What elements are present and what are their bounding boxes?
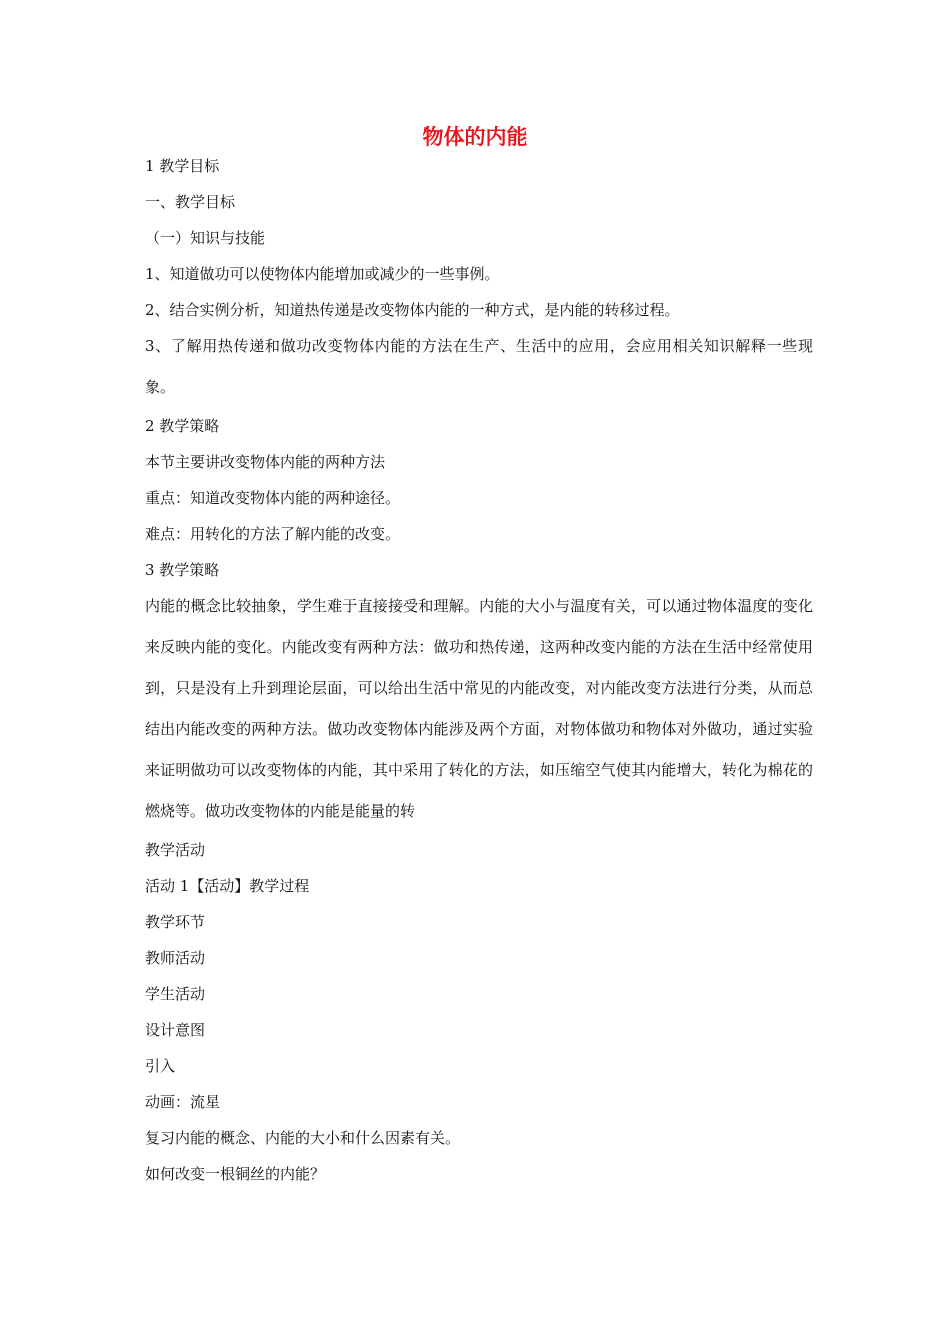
review-internal-energy: 复习内能的概念、内能的大小和什么因素有关。 bbox=[145, 1129, 461, 1147]
table-header-student-activity: 学生活动 bbox=[145, 985, 206, 1003]
question-copper-wire: 如何改变一根铜丝的内能？ bbox=[145, 1165, 326, 1183]
section-heading-teaching-goals: 1 教学目标 bbox=[145, 157, 220, 175]
table-header-teaching-stage: 教学环节 bbox=[145, 913, 206, 931]
heading-teaching-activities: 教学活动 bbox=[145, 841, 206, 859]
document-title: 物体的内能 bbox=[422, 125, 528, 149]
goal-item-2: 2、结合实例分析，知道热传递是改变物体内能的一种方式，是内能的转移过程。 bbox=[145, 301, 680, 319]
document-body bbox=[145, 148, 813, 1192]
section-heading-strategy-2: 2 教学策略 bbox=[145, 417, 220, 435]
stage-introduction: 引入 bbox=[145, 1057, 176, 1075]
animation-meteor: 动画：流星 bbox=[145, 1093, 221, 1111]
subheading-knowledge-skills: （一）知识与技能 bbox=[145, 229, 266, 247]
subheading-teaching-goals: 一、教学目标 bbox=[145, 193, 236, 211]
section-heading-strategy-3: 3 教学策略 bbox=[145, 561, 220, 579]
goal-item-3: 3、了解用热传递和做功改变物体内能的方法在生产、生活中的应用，会应用相关知识解释一些现象。 bbox=[145, 337, 813, 396]
strategy-paragraph: 内能的概念比较抽象，学生难于直接接受和理解。内能的大小与温度有关，可以通过物体温度的变化来反映内能的变化。内能改变有两种方法：做功和热传递，这两种改变内能的方法在生活中经常使用到，只是没有上升到理论层面，可以给出生活中常见的内能改变，对内能改变方法进行分类，从而总结出内能改变的两种方法。做功改变物体内能涉及两个方面，对物体做功和物体对外做功，通过实验来证明做功可以改变物体的内能，其中采用了转化的方法，如压缩空气使其内能增大，转化为棉花的燃烧等。做功改变物体的内能是能量的转 bbox=[145, 597, 813, 820]
table-header-design-intent: 设计意图 bbox=[145, 1021, 206, 1039]
difficult-point: 难点：用转化的方法了解内能的改变。 bbox=[145, 525, 401, 543]
table-header-teacher-activity: 教师活动 bbox=[145, 949, 206, 967]
goal-item-1: 1、知道做功可以使物体内能增加或减少的一些事例。 bbox=[145, 265, 500, 283]
strategy-summary: 本节主要讲改变物体内能的两种方法 bbox=[145, 453, 386, 471]
key-point: 重点：知道改变物体内能的两种途径。 bbox=[145, 489, 401, 507]
activity-1-heading: 活动 1【活动】教学过程 bbox=[145, 877, 310, 895]
